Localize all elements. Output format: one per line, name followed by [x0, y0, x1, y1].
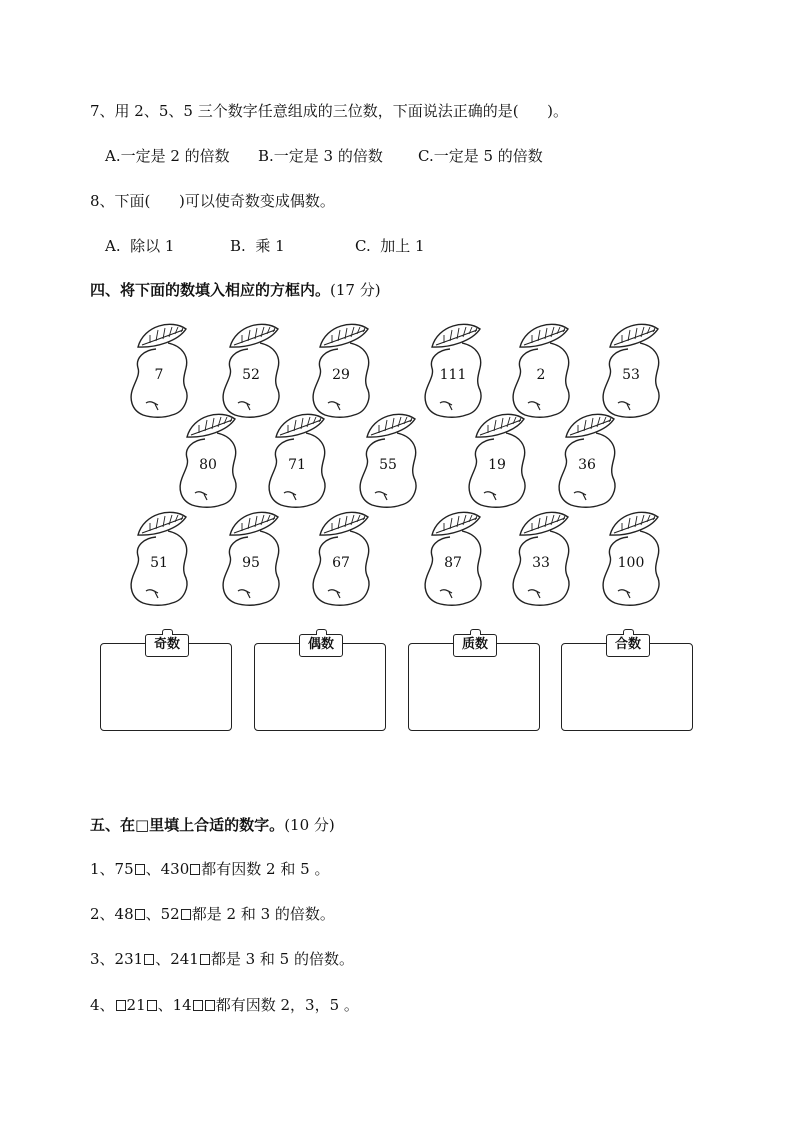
box-label-odd: 奇数: [145, 634, 189, 657]
q2-rest: 都是 2 和 3 的倍数。: [191, 905, 335, 923]
section-4-heading: [90, 279, 381, 300]
q1-part-a: 75: [114, 860, 134, 878]
q8-option-a: A. 除以 1: [105, 237, 175, 255]
section-5-question-2: [90, 903, 335, 924]
pear-card[interactable]: [177, 410, 247, 510]
box-label-prime: 质数: [453, 634, 497, 657]
blank-square[interactable]: [147, 1000, 157, 1011]
pear-number: 2: [536, 367, 546, 383]
blank-square[interactable]: [193, 1000, 203, 1011]
pear-number: 87: [444, 555, 462, 571]
pear-card[interactable]: [310, 320, 380, 420]
pear-number: 67: [332, 555, 350, 571]
pear-card[interactable]: [466, 410, 536, 510]
pear-number: 7: [154, 367, 164, 383]
blank-square[interactable]: [200, 954, 210, 965]
q2-number: 2、: [90, 905, 115, 923]
blank-square[interactable]: [205, 1000, 215, 1011]
q4-number: 4、: [90, 996, 115, 1014]
section-5-title: 五、在□里填上合适的数字。: [90, 816, 285, 834]
section-5-question-3: [90, 948, 354, 969]
pear-card[interactable]: [357, 410, 427, 510]
pear-card[interactable]: [510, 320, 580, 420]
blank-square[interactable]: [116, 1000, 126, 1011]
section-4-points: (17 分): [330, 281, 381, 299]
pear-number: 29: [332, 367, 350, 383]
pear-card[interactable]: [128, 320, 198, 420]
question-7-text: 7、用 2、5、5 三个数字任意组成的三位数，下面说法正确的是( )。: [90, 102, 569, 120]
pear-number: 95: [242, 555, 260, 571]
q3-rest: 都是 3 和 5 的倍数。: [210, 950, 354, 968]
box-prime-numbers[interactable]: [408, 637, 540, 731]
section-5-points: (10 分): [284, 816, 335, 834]
q3-part-a: 231: [114, 950, 144, 968]
q2-part-b: 、52: [145, 905, 180, 923]
q3-number: 3、: [90, 950, 115, 968]
section-5-question-1: [90, 858, 329, 879]
blank-square[interactable]: [190, 864, 200, 875]
section-5-heading: [90, 814, 335, 835]
q1-number: 1、: [90, 860, 115, 878]
q8-option-c: C. 加上 1: [355, 237, 425, 255]
box-odd-numbers[interactable]: [100, 637, 232, 731]
pear-card[interactable]: [220, 508, 290, 608]
box-label-composite: 合数: [606, 634, 650, 657]
blank-square[interactable]: [135, 909, 145, 920]
question-8-text: 8、下面( )可以使奇数变成偶数。: [90, 192, 335, 210]
pear-card[interactable]: [220, 320, 290, 420]
section-4-title: 四、将下面的数填入相应的方框内。: [90, 281, 331, 299]
q8-option-b: B. 乘 1: [230, 237, 285, 255]
pear-card[interactable]: [556, 410, 626, 510]
q4-part-b: 、14: [157, 996, 192, 1014]
q4-part-a: 21: [126, 996, 146, 1014]
pear-number: 52: [242, 367, 260, 383]
pear-card[interactable]: [600, 320, 670, 420]
pear-number: 33: [532, 555, 550, 571]
pear-number: 111: [439, 367, 467, 383]
q1-rest: 都有因数 2 和 5 。: [201, 860, 330, 878]
q7-option-c: C.一定是 5 的倍数: [418, 147, 543, 165]
pear-number: 36: [578, 457, 596, 473]
pear-card[interactable]: [310, 508, 380, 608]
q1-part-b: 、430: [145, 860, 190, 878]
blank-square[interactable]: [144, 954, 154, 965]
pear-number: 19: [488, 457, 506, 473]
pear-card[interactable]: [422, 508, 492, 608]
pear-card[interactable]: [510, 508, 580, 608]
pear-number: 53: [622, 367, 640, 383]
pear-number: 71: [288, 457, 306, 473]
blank-square[interactable]: [135, 864, 145, 875]
pear-number: 80: [199, 457, 217, 473]
q7-option-b: B.一定是 3 的倍数: [258, 147, 383, 165]
section-5-question-4: [90, 994, 359, 1015]
blank-square[interactable]: [181, 909, 191, 920]
pear-number: 51: [150, 555, 168, 571]
pear-card[interactable]: [128, 508, 198, 608]
q2-part-a: 48: [114, 905, 134, 923]
pear-card[interactable]: [600, 508, 670, 608]
box-composite-numbers[interactable]: [561, 637, 693, 731]
box-even-numbers[interactable]: [254, 637, 386, 731]
pear-card[interactable]: [266, 410, 336, 510]
q3-part-b: 、241: [155, 950, 199, 968]
pear-number: 55: [379, 457, 397, 473]
box-label-even: 偶数: [299, 634, 343, 657]
q7-option-a: A.一定是 2 的倍数: [105, 147, 230, 165]
pear-card[interactable]: [422, 320, 492, 420]
pear-number: 100: [617, 555, 645, 571]
q4-rest: 都有因数 2，3，5 。: [215, 996, 359, 1014]
